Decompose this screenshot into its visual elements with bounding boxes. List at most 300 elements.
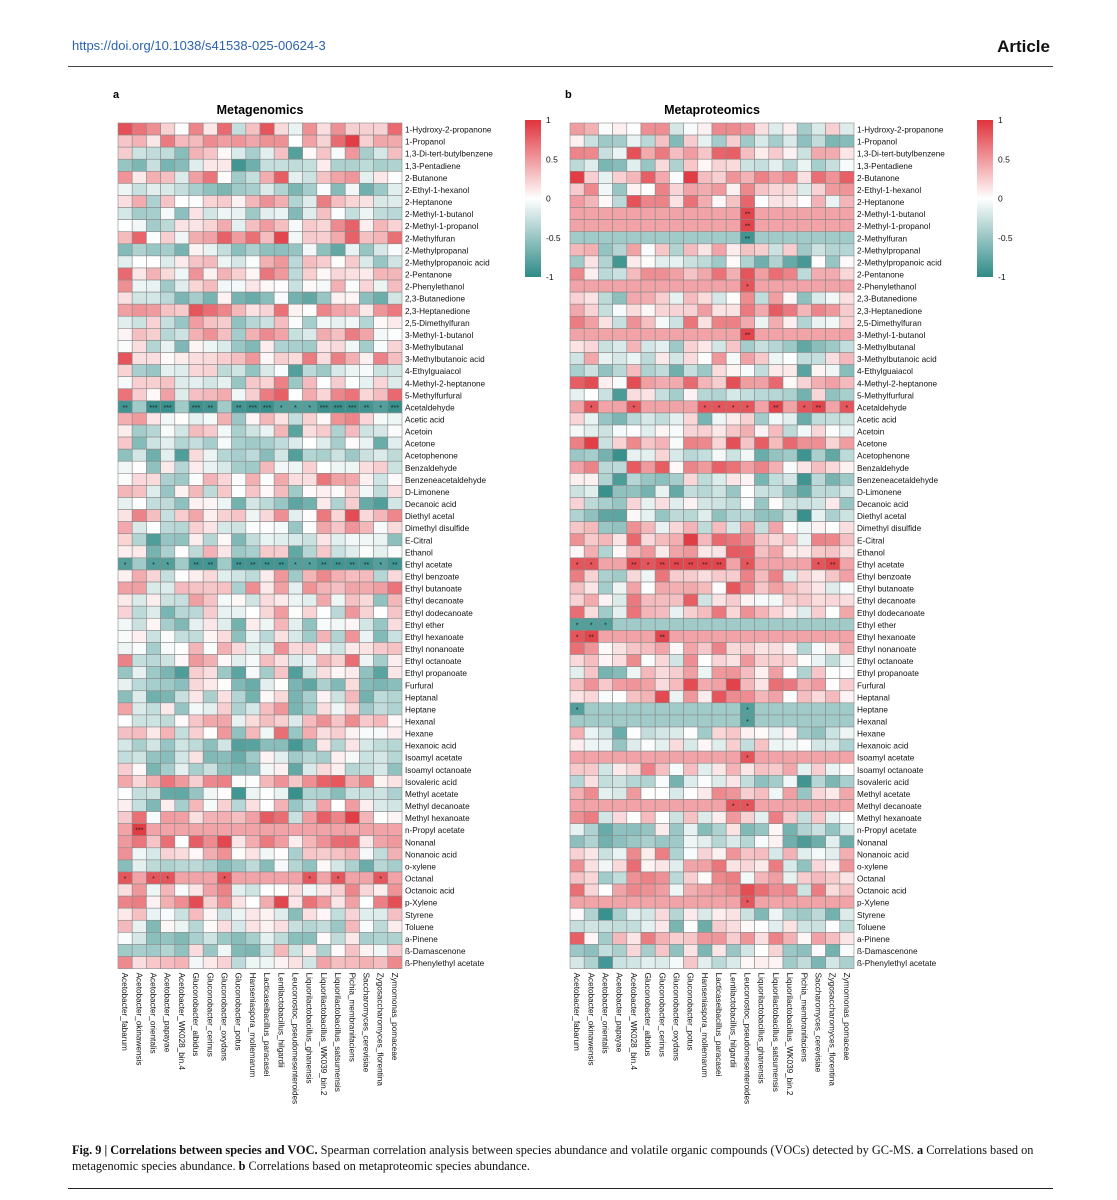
heatmap-cell	[331, 135, 345, 147]
heatmap-cell	[797, 485, 811, 497]
heatmap-cell	[641, 570, 655, 582]
heatmap-cell	[189, 570, 203, 582]
heatmap-cell	[359, 848, 373, 860]
heatmap-cell	[627, 159, 641, 171]
heatmap-cell	[684, 618, 698, 630]
heatmap-cell	[203, 691, 217, 703]
heatmap-cell	[203, 256, 217, 268]
heatmap-cell	[345, 642, 359, 654]
heatmap-cell	[161, 522, 175, 534]
heatmap-cell	[132, 872, 146, 884]
heatmap-cell	[698, 896, 712, 908]
heatmap-cell	[826, 389, 840, 401]
heatmap-cell	[712, 534, 726, 546]
heatmap-cell	[627, 920, 641, 932]
column-label: Gluconobacter_oxydans	[219, 972, 229, 1061]
heatmap-cell	[331, 920, 345, 932]
heatmap-cell	[232, 304, 246, 316]
heatmap-cell	[132, 244, 146, 256]
heatmap-cell	[755, 437, 769, 449]
heatmap-cell	[769, 183, 783, 195]
heatmap-cell	[303, 667, 317, 679]
heatmap-cell	[811, 292, 825, 304]
heatmap-cell	[613, 534, 627, 546]
heatmap-cell	[146, 195, 160, 207]
heatmap-cell	[584, 787, 598, 799]
column-label: Liquorilactobacillus_WK039_bin.2	[318, 972, 328, 1096]
heatmap-cell	[359, 534, 373, 546]
heatmap-cell	[260, 824, 274, 836]
heatmap-cell	[331, 642, 345, 654]
heatmap-cell	[359, 316, 373, 328]
heatmap-cell	[303, 377, 317, 389]
significance-mark: ***	[319, 404, 328, 412]
heatmap-cell	[288, 582, 302, 594]
heatmap-cell	[288, 787, 302, 799]
row-label: 2-Methyl-1-propanol	[405, 222, 479, 232]
heatmap-cell	[712, 159, 726, 171]
heatmap-cell	[146, 884, 160, 896]
heatmap-cell	[189, 449, 203, 461]
heatmap-cell	[769, 944, 783, 956]
heatmap-cell	[345, 848, 359, 860]
colorbar-tick-label: -1	[546, 272, 554, 282]
heatmap-cell	[232, 208, 246, 220]
row-label: 2,3-Butanedione	[857, 294, 918, 304]
heatmap-cell	[359, 546, 373, 558]
heatmap-cell	[598, 449, 612, 461]
heatmap-cell	[303, 256, 317, 268]
heatmap-cell	[132, 655, 146, 667]
heatmap-cell	[189, 594, 203, 606]
heatmap-cell	[232, 195, 246, 207]
heatmap-cell	[175, 316, 189, 328]
heatmap-cell	[769, 642, 783, 654]
heatmap-cell	[175, 884, 189, 896]
heatmap-cell	[669, 232, 683, 244]
heatmap-cell	[246, 727, 260, 739]
heatmap-cell	[811, 123, 825, 135]
heatmap-cell	[203, 244, 217, 256]
heatmap-cell	[598, 425, 612, 437]
heatmap-cell	[175, 932, 189, 944]
heatmap-cell	[274, 860, 288, 872]
heatmap-cell	[203, 473, 217, 485]
heatmap-cell	[132, 461, 146, 473]
heatmap-cell	[598, 630, 612, 642]
heatmap-cell	[684, 340, 698, 352]
heatmap-cell	[189, 606, 203, 618]
heatmap-cell	[584, 739, 598, 751]
heatmap-cell	[669, 896, 683, 908]
heatmap-cell	[132, 594, 146, 606]
heatmap-cell	[655, 957, 669, 969]
heatmap-cell	[146, 220, 160, 232]
heatmap-cell	[811, 485, 825, 497]
heatmap-cell	[260, 594, 274, 606]
heatmap-cell	[246, 328, 260, 340]
heatmap-cell	[811, 944, 825, 956]
heatmap-cell	[331, 171, 345, 183]
heatmap-cell	[712, 413, 726, 425]
heatmap-cell	[797, 546, 811, 558]
colorbar	[977, 120, 993, 277]
heatmap-cell	[246, 787, 260, 799]
heatmap-cell	[232, 932, 246, 944]
heatmap-cell	[826, 413, 840, 425]
heatmap-cell	[331, 727, 345, 739]
heatmap-cell	[598, 437, 612, 449]
heatmap-cell	[288, 775, 302, 787]
heatmap-cell	[797, 135, 811, 147]
heatmap-cell	[303, 449, 317, 461]
heatmap-cell	[797, 316, 811, 328]
heatmap-cell	[669, 944, 683, 956]
heatmap-cell	[345, 413, 359, 425]
heatmap-cell	[359, 715, 373, 727]
heatmap-cell	[627, 836, 641, 848]
heatmap-cell	[146, 860, 160, 872]
heatmap-cell	[217, 812, 231, 824]
heatmap-cell	[698, 208, 712, 220]
heatmap-cell	[388, 691, 402, 703]
heatmap-cell	[274, 208, 288, 220]
heatmap-cell	[118, 642, 132, 654]
heatmap-cell	[627, 896, 641, 908]
heatmap-cell	[203, 920, 217, 932]
heatmap-cell	[146, 570, 160, 582]
row-label: 2-Methyl-1-butanol	[405, 210, 474, 220]
heatmap-cell	[175, 123, 189, 135]
heatmap-cell	[797, 425, 811, 437]
heatmap-cell	[826, 365, 840, 377]
row-label: Ethyl butanoate	[405, 584, 462, 594]
heatmap-cell	[726, 365, 740, 377]
heatmap-cell	[246, 353, 260, 365]
heatmap-cell	[613, 546, 627, 558]
heatmap-cell	[374, 304, 388, 316]
heatmap-cell	[175, 268, 189, 280]
heatmap-cell	[232, 570, 246, 582]
row-label: Ethyl acetate	[405, 560, 453, 570]
heatmap-cell	[726, 787, 740, 799]
heatmap-cell	[331, 534, 345, 546]
heatmap-cell	[317, 485, 331, 497]
row-label: 3-Methyl-1-butanol	[405, 330, 474, 340]
heatmap-cell	[641, 256, 655, 268]
heatmap-cell	[584, 292, 598, 304]
heatmap-cell	[288, 389, 302, 401]
heatmap-cell	[388, 570, 402, 582]
heatmap-cell	[712, 944, 726, 956]
heatmap-cell	[655, 135, 669, 147]
heatmap-cell	[175, 618, 189, 630]
heatmap-cell	[132, 908, 146, 920]
heatmap-cell	[217, 437, 231, 449]
heatmap-cell	[203, 534, 217, 546]
heatmap-cell	[288, 570, 302, 582]
heatmap-cell	[161, 908, 175, 920]
heatmap-cell	[118, 461, 132, 473]
heatmap-cell	[132, 449, 146, 461]
heatmap-cell	[655, 799, 669, 811]
panel-label: b	[565, 89, 572, 101]
heatmap-cell	[627, 715, 641, 727]
heatmap-cell	[118, 340, 132, 352]
heatmap-cell	[317, 473, 331, 485]
heatmap-cell	[840, 485, 854, 497]
significance-mark: **	[773, 404, 779, 412]
heatmap-cell	[232, 896, 246, 908]
heatmap-cell	[388, 123, 402, 135]
heatmap-cell	[811, 582, 825, 594]
heatmap-cell	[840, 836, 854, 848]
heatmap-cell	[345, 232, 359, 244]
significance-mark: **	[122, 404, 128, 412]
heatmap-cell	[811, 365, 825, 377]
heatmap-cell	[797, 449, 811, 461]
heatmap-cell	[132, 630, 146, 642]
significance-mark: **	[744, 235, 751, 243]
row-label: 5-Methylfurfural	[405, 391, 462, 401]
heatmap-cell	[274, 316, 288, 328]
heatmap-cell	[303, 280, 317, 292]
row-label: 4-Methyl-2-heptanone	[405, 379, 486, 389]
heatmap-cell	[317, 123, 331, 135]
heatmap-cell	[345, 377, 359, 389]
heatmap-cell	[712, 908, 726, 920]
heatmap-cell	[826, 763, 840, 775]
heatmap-cell	[627, 546, 641, 558]
article-doi-link[interactable]: https://doi.org/10.1038/s41538-025-00624-3	[72, 38, 326, 53]
heatmap-cell	[598, 208, 612, 220]
heatmap-cell	[317, 739, 331, 751]
heatmap-cell	[726, 751, 740, 763]
heatmap-cell	[684, 727, 698, 739]
heatmap-cell	[260, 667, 274, 679]
heatmap-cell	[811, 208, 825, 220]
heatmap-cell	[317, 292, 331, 304]
heatmap-cell	[797, 389, 811, 401]
heatmap-cell	[374, 473, 388, 485]
heatmap-cell	[260, 570, 274, 582]
heatmap-cell	[811, 316, 825, 328]
heatmap-cell	[740, 292, 754, 304]
heatmap-cell	[740, 618, 754, 630]
heatmap-cell	[698, 304, 712, 316]
heatmap-cell	[274, 667, 288, 679]
heatmap-cell	[655, 739, 669, 751]
heatmap-cell	[146, 316, 160, 328]
heatmap-cell	[388, 522, 402, 534]
row-label: Isoamyl octanoate	[857, 765, 924, 775]
significance-mark: **	[235, 404, 242, 412]
heatmap-cell	[712, 292, 726, 304]
heatmap-cell	[613, 812, 627, 824]
heatmap-cell	[217, 618, 231, 630]
heatmap-cell	[655, 848, 669, 860]
heatmap-cell	[584, 848, 598, 860]
heatmap-cell	[627, 812, 641, 824]
heatmap-cell	[118, 147, 132, 159]
heatmap-cell	[303, 208, 317, 220]
heatmap-cell	[118, 425, 132, 437]
heatmap-cell	[359, 473, 373, 485]
heatmap-cell	[260, 135, 274, 147]
heatmap-cell	[669, 365, 683, 377]
heatmap-cell	[317, 763, 331, 775]
heatmap-cell	[161, 135, 175, 147]
heatmap-cell	[331, 655, 345, 667]
heatmap-cell	[288, 461, 302, 473]
heatmap-cell	[570, 401, 584, 413]
heatmap-cell	[232, 787, 246, 799]
heatmap-cell	[374, 171, 388, 183]
heatmap-cell	[345, 135, 359, 147]
heatmap-cell	[203, 848, 217, 860]
heatmap-cell	[260, 220, 274, 232]
column-label: Pichia_membranifaciens	[799, 972, 809, 1062]
heatmap-cell	[232, 437, 246, 449]
heatmap-cell	[627, 171, 641, 183]
heatmap-cell	[118, 679, 132, 691]
heatmap-cell	[260, 195, 274, 207]
heatmap-cell	[146, 123, 160, 135]
heatmap-cell	[783, 123, 797, 135]
heatmap-cell	[811, 159, 825, 171]
heatmap-cell	[669, 848, 683, 860]
heatmap-cell	[161, 655, 175, 667]
heatmap-cell	[246, 135, 260, 147]
heatmap-cell	[189, 220, 203, 232]
heatmap-cell	[655, 642, 669, 654]
heatmap-cell	[317, 220, 331, 232]
heatmap-cell	[288, 691, 302, 703]
heatmap-cell	[260, 896, 274, 908]
heatmap-cell	[783, 280, 797, 292]
row-label: Methyl acetate	[405, 789, 459, 799]
heatmap-cell	[769, 920, 783, 932]
heatmap-cell	[826, 534, 840, 546]
heatmap-cell	[303, 606, 317, 618]
colorbar-tick-label: 1	[998, 115, 1003, 125]
heatmap-cell	[288, 183, 302, 195]
heatmap-cell	[161, 799, 175, 811]
heatmap-cell	[359, 594, 373, 606]
heatmap-cell	[260, 836, 274, 848]
heatmap-cell	[698, 268, 712, 280]
heatmap-cell	[146, 135, 160, 147]
heatmap-cell	[359, 920, 373, 932]
heatmap-cell	[161, 147, 175, 159]
heatmap-cell	[826, 256, 840, 268]
heatmap-cell	[260, 703, 274, 715]
heatmap-cell	[627, 244, 641, 256]
heatmap-cell	[374, 437, 388, 449]
heatmap-cell	[811, 787, 825, 799]
heatmap-cell	[331, 497, 345, 509]
heatmap-cell	[826, 679, 840, 691]
heatmap-cell	[584, 413, 598, 425]
heatmap-cell	[161, 957, 175, 969]
row-label: a-Pinene	[857, 934, 890, 944]
heatmap-cell	[161, 425, 175, 437]
heatmap-cell	[641, 884, 655, 896]
heatmap-cell	[146, 848, 160, 860]
heatmap-cell	[359, 328, 373, 340]
significance-mark: *	[632, 404, 636, 412]
heatmap-cell	[189, 848, 203, 860]
heatmap-cell	[655, 389, 669, 401]
heatmap-cell	[669, 932, 683, 944]
heatmap-cell	[797, 860, 811, 872]
heatmap-cell	[232, 957, 246, 969]
heatmap-cell	[712, 570, 726, 582]
heatmap-cell	[669, 908, 683, 920]
heatmap-cell	[118, 594, 132, 606]
heatmap-cell	[712, 280, 726, 292]
heatmap-cell	[570, 751, 584, 763]
heatmap-cell	[260, 655, 274, 667]
heatmap-cell	[627, 316, 641, 328]
heatmap-cell	[359, 836, 373, 848]
row-label: Ethyl benzoate	[857, 572, 912, 582]
heatmap-cell	[331, 461, 345, 473]
heatmap-cell	[161, 220, 175, 232]
heatmap-cell	[613, 957, 627, 969]
heatmap-cell	[203, 642, 217, 654]
heatmap-cell	[712, 751, 726, 763]
heatmap-cell	[698, 957, 712, 969]
column-label: Saccharomyces_cerevisiae	[813, 972, 823, 1073]
heatmap-cell	[783, 268, 797, 280]
heatmap-cell	[740, 630, 754, 642]
row-label: Ethyl decanoate	[857, 596, 916, 606]
heatmap-cell	[669, 655, 683, 667]
heatmap-cell	[345, 147, 359, 159]
heatmap-cell	[726, 896, 740, 908]
heatmap-cell	[203, 389, 217, 401]
heatmap-cell	[132, 534, 146, 546]
heatmap-cell	[203, 461, 217, 473]
heatmap-cell	[359, 618, 373, 630]
heatmap-cell	[331, 836, 345, 848]
heatmap-cell	[274, 570, 288, 582]
heatmap-cell	[317, 183, 331, 195]
column-label: Gluconobacter_albidus	[191, 972, 201, 1057]
heatmap-cell	[274, 256, 288, 268]
heatmap-cell	[388, 630, 402, 642]
significance-mark: **	[716, 561, 722, 569]
heatmap-cell	[641, 183, 655, 195]
heatmap-cell	[641, 860, 655, 872]
heatmap-cell	[712, 630, 726, 642]
heatmap-cell	[132, 896, 146, 908]
heatmap-cell	[246, 304, 260, 316]
heatmap-cell	[598, 183, 612, 195]
heatmap-cell	[359, 944, 373, 956]
heatmap-cell	[274, 618, 288, 630]
heatmap-cell	[232, 340, 246, 352]
heatmap-cell	[769, 413, 783, 425]
heatmap-cell	[698, 425, 712, 437]
heatmap-cell	[769, 497, 783, 509]
heatmap-cell	[584, 606, 598, 618]
heatmap-cell	[374, 860, 388, 872]
heatmap-cell	[132, 944, 146, 956]
heatmap-cell	[118, 292, 132, 304]
heatmap-cell	[712, 425, 726, 437]
